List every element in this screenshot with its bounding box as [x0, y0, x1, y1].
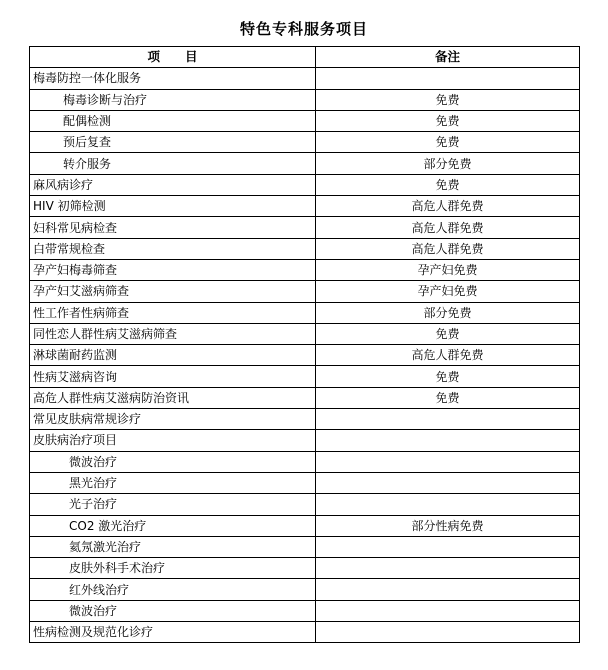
service-item-cell: 高危人群性病艾滋病防治资讯 [30, 387, 316, 408]
service-item-cell: CO2 激光治疗 [30, 515, 316, 536]
service-item-cell: 黑光治疗 [30, 472, 316, 493]
service-note-cell: 免费 [316, 366, 580, 387]
table-row [30, 238, 580, 259]
column-header-item: 项 目 [30, 47, 316, 68]
service-item-cell: HIV 初筛检测 [30, 196, 316, 217]
service-item-cell: 微波治疗 [30, 600, 316, 621]
service-item-cell: 皮肤病治疗项目 [30, 430, 316, 451]
service-item-cell: 配偶检测 [30, 110, 316, 131]
table-row [30, 174, 580, 195]
table-row [30, 323, 580, 344]
service-note-cell: 高危人群免费 [316, 345, 580, 366]
service-item-cell: 梅毒诊断与治疗 [30, 89, 316, 110]
service-note-cell: 免费 [316, 323, 580, 344]
table-row [30, 110, 580, 131]
service-note-cell [316, 494, 580, 515]
service-note-cell: 高危人群免费 [316, 217, 580, 238]
service-note-cell [316, 536, 580, 557]
service-note-cell: 免费 [316, 174, 580, 195]
service-note-cell [316, 622, 580, 643]
service-item-cell: 妇科常见病检查 [30, 217, 316, 238]
table-row [30, 430, 580, 451]
table-row [30, 451, 580, 472]
service-note-cell: 高危人群免费 [316, 238, 580, 259]
table-header-row [30, 47, 580, 68]
service-note-cell: 孕产妇免费 [316, 281, 580, 302]
table-row [30, 558, 580, 579]
service-note-cell: 免费 [316, 132, 580, 153]
service-note-cell: 部分免费 [316, 302, 580, 323]
table-row [30, 622, 580, 643]
service-item-cell: 氦氖激光治疗 [30, 536, 316, 557]
table-row [30, 89, 580, 110]
service-item-cell: 光子治疗 [30, 494, 316, 515]
table-row [30, 366, 580, 387]
service-note-cell [316, 558, 580, 579]
table-row [30, 472, 580, 493]
service-item-cell: 麻风病诊疗 [30, 174, 316, 195]
service-note-cell: 高危人群免费 [316, 196, 580, 217]
service-item-cell: 孕产妇艾滋病筛查 [30, 281, 316, 302]
service-item-cell: 孕产妇梅毒筛查 [30, 259, 316, 280]
service-item-cell: 预后复查 [30, 132, 316, 153]
table-body [30, 68, 580, 643]
table-row [30, 281, 580, 302]
service-note-cell: 孕产妇免费 [316, 259, 580, 280]
service-item-cell: 同性恋人群性病艾滋病筛查 [30, 323, 316, 344]
service-item-cell: 微波治疗 [30, 451, 316, 472]
table-row [30, 153, 580, 174]
service-item-cell: 性工作者性病筛查 [30, 302, 316, 323]
service-item-cell: 性病检测及规范化诊疗 [30, 622, 316, 643]
service-note-cell: 免费 [316, 387, 580, 408]
table-row [30, 515, 580, 536]
services-table [29, 46, 580, 643]
service-note-cell: 免费 [316, 89, 580, 110]
service-item-cell: 梅毒防控一体化服务 [30, 68, 316, 89]
service-note-cell [316, 68, 580, 89]
service-note-cell: 免费 [316, 110, 580, 131]
service-item-cell: 常见皮肤病常规诊疗 [30, 409, 316, 430]
table-row [30, 409, 580, 430]
service-note-cell [316, 430, 580, 451]
service-item-cell: 淋球菌耐药监测 [30, 345, 316, 366]
service-note-cell [316, 472, 580, 493]
service-note-cell [316, 579, 580, 600]
service-item-cell: 白带常规检查 [30, 238, 316, 259]
table-row [30, 68, 580, 89]
service-note-cell: 部分性病免费 [316, 515, 580, 536]
service-note-cell [316, 451, 580, 472]
column-header-note: 备注 [316, 47, 580, 68]
table-row [30, 536, 580, 557]
table-row [30, 600, 580, 621]
table-row [30, 259, 580, 280]
page-title: 特色专科服务项目 [239, 20, 368, 38]
table-row [30, 579, 580, 600]
table-row [30, 387, 580, 408]
service-note-cell: 部分免费 [316, 153, 580, 174]
table-row [30, 494, 580, 515]
service-item-cell: 性病艾滋病咨询 [30, 366, 316, 387]
table-row [30, 196, 580, 217]
service-item-cell: 皮肤外科手术治疗 [30, 558, 316, 579]
service-item-cell: 红外线治疗 [30, 579, 316, 600]
table-row [30, 132, 580, 153]
table-row [30, 217, 580, 238]
service-item-cell: 转介服务 [30, 153, 316, 174]
table-row [30, 345, 580, 366]
service-note-cell [316, 409, 580, 430]
table-row [30, 302, 580, 323]
service-note-cell [316, 600, 580, 621]
